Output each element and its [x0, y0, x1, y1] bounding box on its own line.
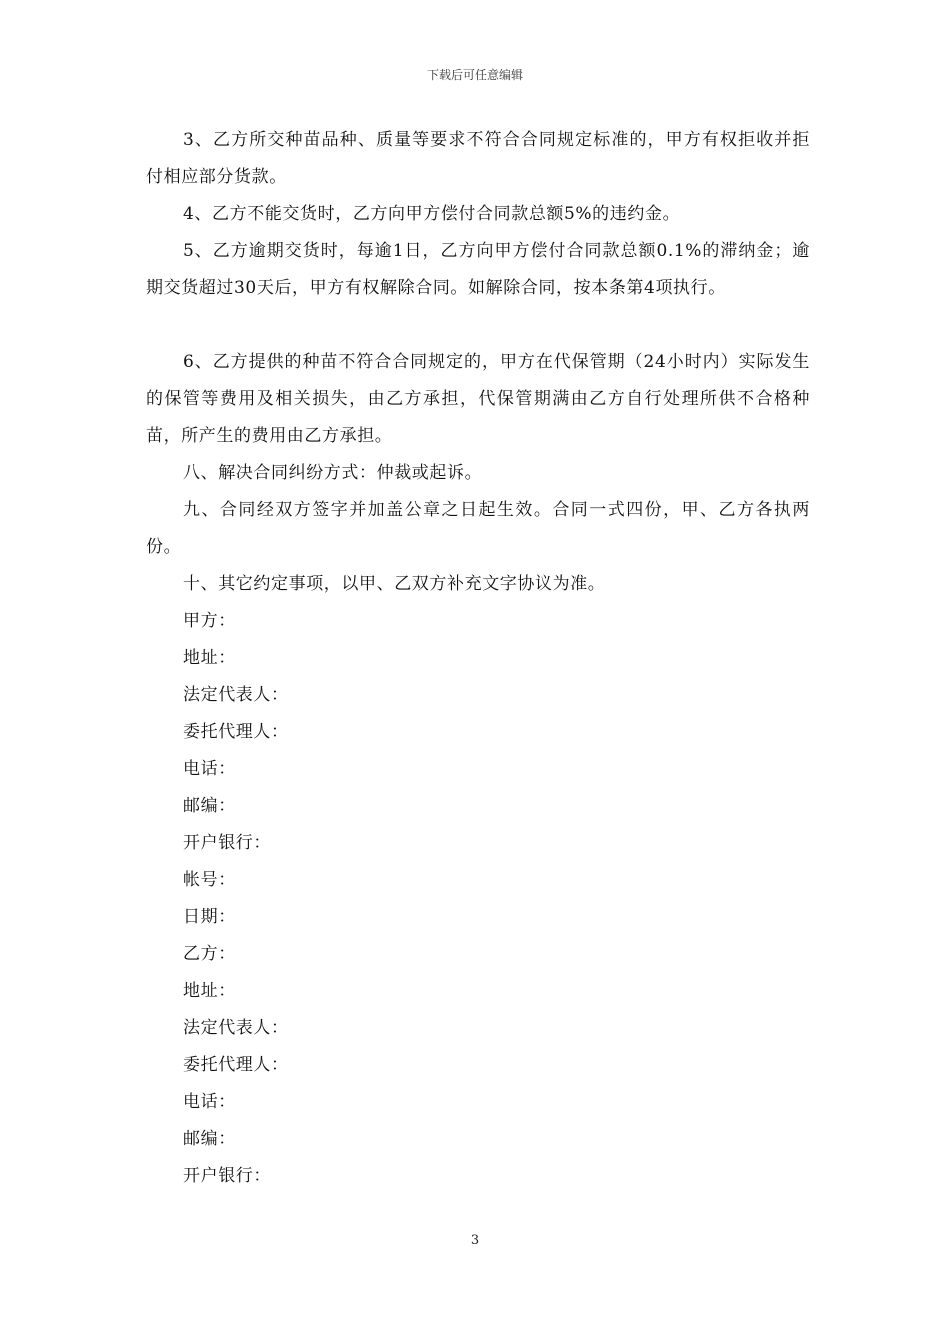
party-b-address-label: 地址：: [183, 981, 236, 1001]
clause-10-other-terms: 十、其它约定事项，以甲、乙双方补充文字协议为准。: [183, 574, 606, 594]
party-b-title: 乙方：: [183, 944, 236, 964]
clause-3: 3、乙方所交种苗品种、质量等要求不符合合同规定标准的，甲方有权拒收并拒付相应部分货款。: [146, 130, 810, 187]
party-b-phone-label: 电话：: [183, 1092, 236, 1112]
party-a-title: 甲方：: [183, 611, 236, 631]
party-b-agent-label: 委托代理人：: [183, 1055, 289, 1075]
party-a-account-label: 帐号：: [183, 870, 236, 890]
party-a-phone-label: 电话：: [183, 759, 236, 779]
clause-8-dispute-resolution: 八、解决合同纠纷方式：仲裁或起诉。: [183, 463, 483, 483]
clause-6: 6、乙方提供的种苗不符合合同规定的，甲方在代保管期（24小时内）实际发生的保管等费用及相关损失，由乙方承担，代保管期满由乙方自行处理所供不合格种苗，所产生的费用由乙方承担。: [146, 352, 810, 446]
clause-9-effective-date: 九、合同经双方签字并加盖公章之日起生效。合同一式四份，甲、乙方各执两份。: [146, 500, 810, 557]
page-number: 3: [470, 1233, 480, 1248]
party-a-postcode-label: 邮编：: [183, 796, 236, 816]
party-b-signature-block: [146, 936, 810, 1195]
party-b-legal-rep-label: 法定代表人：: [183, 1018, 289, 1038]
party-a-agent-label: 委托代理人：: [183, 722, 289, 742]
document-body: [146, 122, 810, 1195]
clause-4: 4、乙方不能交货时，乙方向甲方偿付合同款总额5%的违约金。: [183, 204, 681, 224]
party-b-bank-label: 开户银行：: [183, 1166, 271, 1186]
party-a-signature-block: [146, 603, 810, 936]
party-a-address-label: 地址：: [183, 648, 236, 668]
party-a-bank-label: 开户银行：: [183, 833, 271, 853]
party-a-legal-rep-label: 法定代表人：: [183, 685, 289, 705]
page-header: 下载后可任意编辑: [426, 68, 523, 82]
paragraph-gap: [146, 307, 810, 344]
clause-5: 5、乙方逾期交货时，每逾1日，乙方向甲方偿付合同款总额0.1%的滞纳金；逾期交货超过30天后，甲方有权解除合同。如解除合同，按本条第4项执行。: [146, 241, 810, 298]
party-b-postcode-label: 邮编：: [183, 1129, 236, 1149]
party-a-date-label: 日期：: [183, 907, 236, 927]
